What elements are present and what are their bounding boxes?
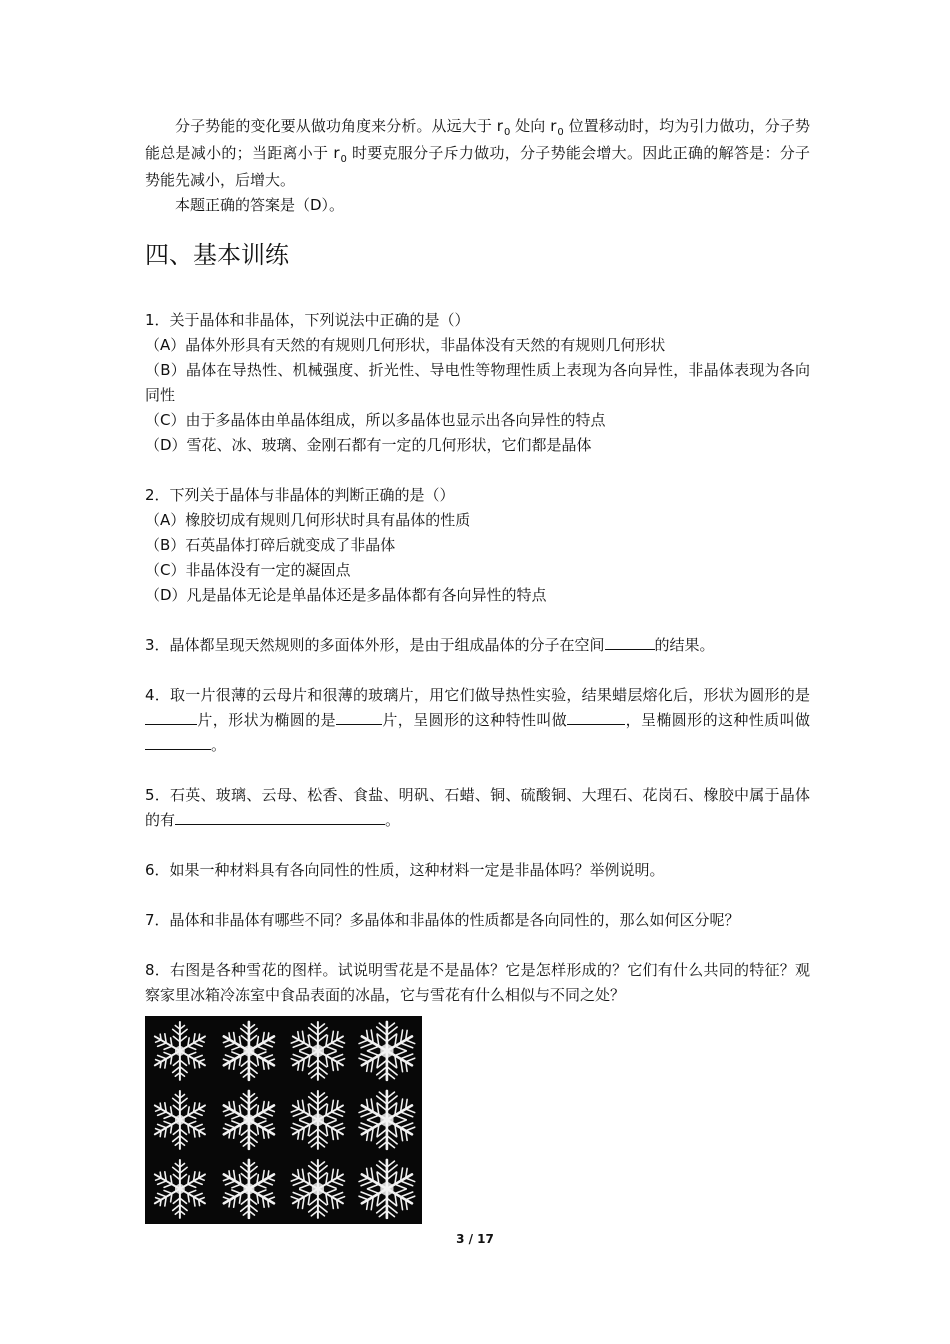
option-b: （B）晶体在导热性、机械强度、折光性、导电性等物理性质上表现为各向异性，非晶体表现为各向同性 xyxy=(145,361,810,404)
text-segment: 的结果。 xyxy=(654,636,715,654)
snowflake-image xyxy=(216,1087,282,1153)
page-number: 3 / 17 xyxy=(456,1232,494,1246)
snowflake-image xyxy=(285,1018,351,1084)
snowflake-image xyxy=(354,1087,420,1153)
answer-blank[interactable] xyxy=(145,733,211,750)
option-d: （D）雪花、冰、玻璃、金刚石都有一定的几何形状，它们都是晶体 xyxy=(145,436,592,454)
question-7 xyxy=(145,908,810,933)
question-text: 7．晶体和非晶体有哪些不同？多晶体和非晶体的性质都是各向同性的，那么如何区分呢？ xyxy=(145,911,740,929)
answer-blank[interactable] xyxy=(336,708,382,725)
question-text xyxy=(145,633,810,658)
content-body xyxy=(145,114,810,1224)
snowflake-image xyxy=(216,1018,282,1084)
question-5 xyxy=(145,783,810,833)
question-3 xyxy=(145,633,810,658)
answer-blank[interactable] xyxy=(567,708,625,725)
option-a: （A）晶体外形具有天然的有规则几何形状，非晶体没有天然的有规则几何形状 xyxy=(145,336,666,354)
snowflake-image xyxy=(354,1018,420,1084)
text-segment: 5．石英、玻璃、云母、松香、食盐、明矾、石蜡、铜、硫酸铜、大理石、花岗石、橡胶中属于晶体的有 xyxy=(145,786,810,829)
snowflake-image xyxy=(285,1156,351,1222)
option-c: （C）由于多晶体由单晶体组成，所以多晶体也显示出各向异性的特点 xyxy=(145,411,606,429)
answer-paragraph: 本题正确的答案是（D）。 xyxy=(175,196,345,214)
question-text xyxy=(145,683,810,758)
text-segment: 片，形状为椭圆的是 xyxy=(197,711,336,729)
question-stem: 2．下列关于晶体与非晶体的判断正确的是（） xyxy=(145,486,455,504)
snowflake-image xyxy=(354,1156,420,1222)
text-segment: 3．晶体都呈现天然规则的多面体外形，是由于组成晶体的分子在空间 xyxy=(145,636,605,654)
text-segment: 片，呈圆形的这种特性叫做 xyxy=(382,711,568,729)
question-text xyxy=(145,783,810,833)
text-segment: ，呈椭圆形的这种性质叫做 xyxy=(625,711,810,729)
question-text: 6．如果一种材料具有各向同性的性质，这种材料一定是非晶体吗？举例说明。 xyxy=(145,861,665,879)
snowflake-image xyxy=(147,1018,213,1084)
question-list xyxy=(145,308,810,1224)
answer-blank[interactable] xyxy=(175,808,385,825)
question-text: 8．右图是各种雪花的图样。试说明雪花是不是晶体？它是怎样形成的？它们有什么共同的特征？观察家里冰箱冷冻室中食品表面的冰晶，它与雪花有什么相似与不同之处？ xyxy=(145,961,810,1004)
subscript: 0 xyxy=(557,127,564,138)
question-2 xyxy=(145,483,810,608)
text-segment: 4．取一片很薄的云母片和很薄的玻璃片，用它们做导热性实验，结果蜡层熔化后，形状为圆形的是 xyxy=(145,686,810,704)
snowflake-photo xyxy=(145,1016,422,1224)
snowflake-image xyxy=(147,1156,213,1222)
text-segment: 。 xyxy=(211,736,227,754)
snowflake-image xyxy=(285,1087,351,1153)
question-6 xyxy=(145,858,810,883)
question-8 xyxy=(145,958,810,1008)
snowflake-image xyxy=(147,1087,213,1153)
question-4 xyxy=(145,683,810,758)
snowflake-image xyxy=(216,1156,282,1222)
option-c: （C）非晶体没有一定的凝固点 xyxy=(145,561,351,579)
section-title: 四、基本训练 xyxy=(145,241,289,269)
option-d: （D）凡是晶体无论是单晶体还是多晶体都有各向异性的特点 xyxy=(145,586,547,604)
subscript: 0 xyxy=(340,154,347,165)
intro-text: 分子势能的变化要从做功角度来分析。从远大于 r xyxy=(175,117,503,135)
question-stem: 1．关于晶体和非晶体，下列说法中正确的是（） xyxy=(145,311,470,329)
option-b: （B）石英晶体打碎后就变成了非晶体 xyxy=(145,536,396,554)
answer-blank[interactable] xyxy=(605,633,655,650)
intro-paragraph xyxy=(145,114,810,193)
option-a: （A）橡胶切成有规则几何形状时具有晶体的性质 xyxy=(145,511,471,529)
subscript: 0 xyxy=(503,127,511,138)
intro-text: 处向 r xyxy=(510,117,557,135)
text-segment: 。 xyxy=(385,811,401,829)
answer-blank[interactable] xyxy=(145,708,197,725)
question-1 xyxy=(145,308,810,458)
intro-text: 时要克服分子斥力做功，分子势能会增大。因此正确的解答是：分子势能先减小，后增大。 xyxy=(145,144,810,189)
intro-text: 位置移动时，均为引力做功，分子势能总是减小的；当距离小于 r xyxy=(145,117,810,162)
